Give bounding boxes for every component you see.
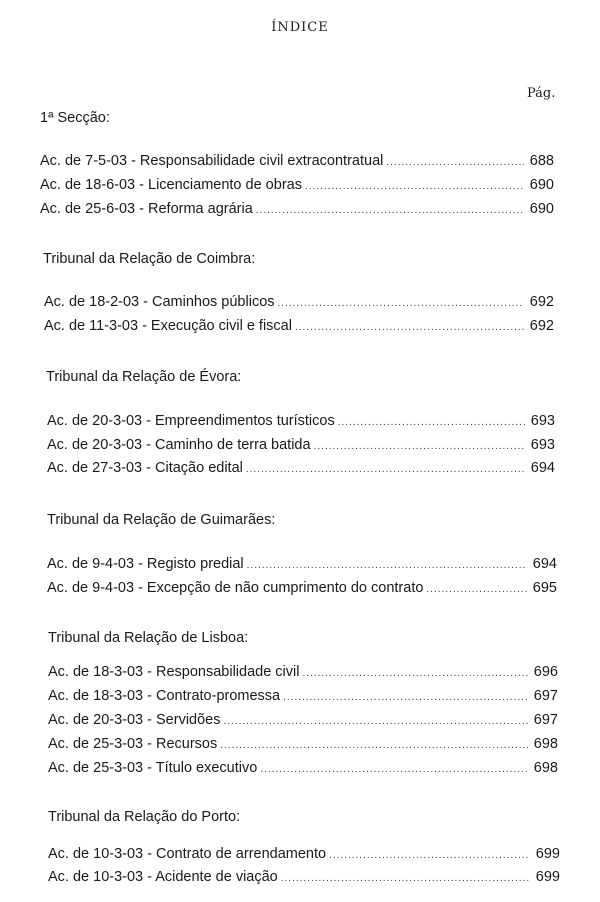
toc-entry[interactable] (48, 736, 558, 756)
entry-page: 696 (533, 664, 558, 680)
entry-text: Ac. de 25-3-03 - Recursos (48, 736, 218, 752)
entry-text: Ac. de 10-3-03 - Acidente de viação (48, 869, 278, 885)
dot-leader (247, 560, 527, 571)
entry-text: Ac. de 18-6-03 - Licenciamento de obras (40, 177, 302, 193)
dot-leader (314, 441, 525, 452)
entry-text: Ac. de 20-3-03 - Empreendimentos turísticos (47, 413, 335, 429)
dot-leader (220, 740, 528, 751)
toc-entry[interactable] (47, 460, 555, 480)
entry-page: 692 (529, 318, 554, 334)
toc-entry[interactable] (40, 177, 554, 197)
toc-entry[interactable] (47, 413, 555, 433)
entry-page: 693 (530, 437, 555, 453)
section-header: Tribunal da Relação de Lisboa: (48, 630, 249, 646)
toc-entry[interactable] (44, 318, 554, 338)
entry-text: Ac. de 18-2-03 - Caminhos públicos (44, 294, 275, 310)
dot-leader (305, 181, 524, 192)
entry-text: Ac. de 27-3-03 - Citação edital (47, 460, 243, 476)
entry-text: Ac. de 9-4-03 - Excepção de não cumprimento do contrato (47, 580, 424, 596)
toc-entry[interactable] (47, 437, 555, 457)
page-column-label: Pág. (527, 86, 556, 101)
entry-page: 692 (529, 294, 554, 310)
dot-leader (295, 322, 524, 333)
entry-page: 694 (530, 460, 555, 476)
toc-entry[interactable] (48, 688, 558, 708)
dot-leader (338, 417, 525, 428)
dot-leader (260, 764, 528, 775)
dot-leader (278, 298, 524, 309)
entry-page: 693 (530, 413, 555, 429)
dot-leader (256, 205, 524, 216)
section-header: Tribunal da Relação de Évora: (46, 369, 242, 385)
toc-entry[interactable] (48, 664, 558, 684)
page-title: ÍNDICE (271, 20, 329, 35)
entry-text: Ac. de 7-5-03 - Responsabilidade civil extracontratual (40, 153, 384, 169)
section-header: Tribunal da Relação do Porto: (48, 809, 241, 825)
entry-page: 699 (535, 846, 560, 862)
section-header: Tribunal da Relação de Coimbra: (43, 251, 256, 267)
entry-page: 697 (533, 712, 558, 728)
toc-entry[interactable] (47, 556, 557, 576)
dot-leader (281, 873, 530, 884)
entry-page: 694 (532, 556, 557, 572)
entry-page: 698 (533, 760, 558, 776)
entry-text: Ac. de 9-4-03 - Registo predial (47, 556, 244, 572)
entry-page: 695 (532, 580, 557, 596)
dot-leader (329, 850, 530, 861)
toc-entry[interactable] (48, 760, 558, 780)
entry-text: Ac. de 20-3-03 - Caminho de terra batida (47, 437, 311, 453)
entry-text: Ac. de 18-3-03 - Responsabilidade civil (48, 664, 300, 680)
entry-text: Ac. de 25-6-03 - Reforma agrária (40, 201, 253, 217)
dot-leader (283, 692, 528, 703)
dot-leader (302, 668, 528, 679)
entry-page: 690 (529, 201, 554, 217)
toc-entry[interactable] (47, 580, 557, 600)
toc-entry[interactable] (40, 153, 554, 173)
entry-text: Ac. de 10-3-03 - Contrato de arrendamento (48, 846, 327, 862)
dot-leader (426, 584, 527, 595)
entry-page: 698 (533, 736, 558, 752)
toc-entry[interactable] (40, 201, 554, 221)
entry-text: Ac. de 18-3-03 - Contrato-promessa (48, 688, 281, 704)
entry-page: 688 (529, 153, 554, 169)
dot-leader (246, 464, 525, 475)
toc-entry[interactable] (48, 712, 558, 732)
section-header: Tribunal da Relação de Guimarães: (47, 512, 276, 528)
toc-entry[interactable] (48, 846, 560, 866)
entry-page: 697 (533, 688, 558, 704)
dot-leader (386, 157, 524, 168)
section-header: 1ª Secção: (40, 110, 110, 126)
entry-page: 699 (535, 869, 560, 885)
entry-text: Ac. de 20-3-03 - Servidões (48, 712, 221, 728)
toc-entry[interactable] (48, 869, 560, 889)
entry-page: 690 (529, 177, 554, 193)
entry-text: Ac. de 25-3-03 - Título executivo (48, 760, 258, 776)
toc-entry[interactable] (44, 294, 554, 314)
dot-leader (223, 716, 528, 727)
entry-text: Ac. de 11-3-03 - Execução civil e fiscal (44, 318, 292, 334)
